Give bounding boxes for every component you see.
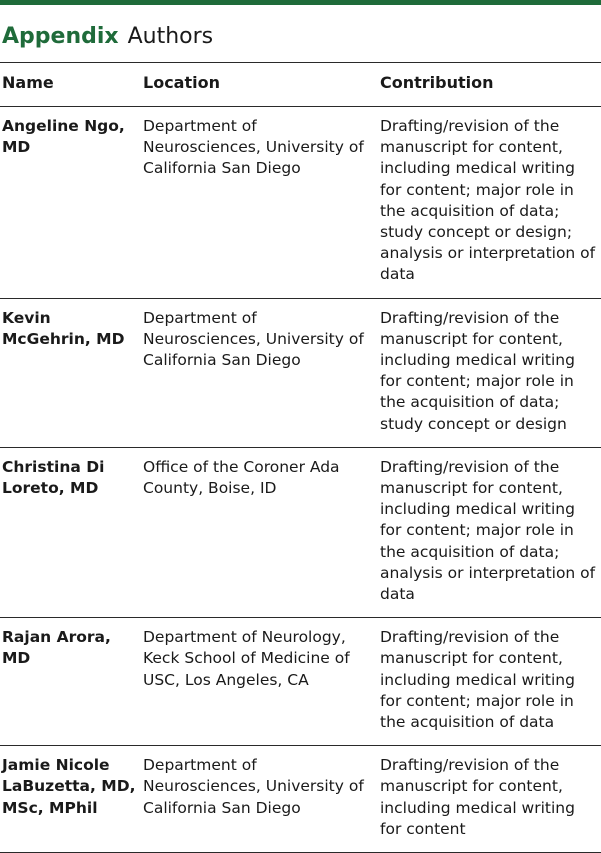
author-location: Department of Neurosciences, University of California San Diego — [141, 107, 378, 299]
appendix-heading — [2, 22, 213, 52]
table-row — [0, 107, 601, 299]
author-name: Rajan Arora, MD — [0, 618, 141, 746]
author-location: Department of Neurology, Keck School of Medicine of USC, Los Angeles, CA — [141, 618, 378, 746]
table-row — [0, 618, 601, 746]
appendix-heading-rest: Authors — [127, 24, 214, 49]
author-name: Kevin McGehrin, MD — [0, 298, 141, 447]
header-row — [0, 63, 601, 107]
author-contribution: Drafting/revision of the manuscript for content, including medical writing for content; major role in the acquisition of data; analysis or interpretation of data — [378, 447, 601, 617]
appendix-heading-lead: Appendix — [2, 24, 119, 49]
author-contribution: Drafting/revision of the manuscript for content, including medical writing for content; major role in the acquisition of data; study concept or design; analysis or interpretation of data — [378, 107, 601, 299]
author-location: Department of Neurosciences, University of California San Diego — [141, 746, 378, 853]
column-header-name: Name — [0, 63, 141, 107]
authors-table-header — [0, 63, 601, 107]
author-location: Office of the Coroner Ada County, Boise, ID — [141, 447, 378, 617]
author-location: Department of Neurosciences, University of California San Diego — [141, 298, 378, 447]
table-row — [0, 447, 601, 617]
column-header-location: Location — [141, 63, 378, 107]
table-row — [0, 298, 601, 447]
authors-table — [0, 62, 601, 853]
author-contribution: Drafting/revision of the manuscript for content, including medical writing for content; major role in the acquisition of data — [378, 618, 601, 746]
author-name: Jamie Nicole LaBuzetta, MD, MSc, MPhil — [0, 746, 141, 853]
table-row — [0, 746, 601, 853]
column-header-contribution: Contribution — [378, 63, 601, 107]
top-accent-bar — [0, 0, 601, 5]
author-name: Angeline Ngo, MD — [0, 107, 141, 299]
authors-table-body — [0, 107, 601, 853]
author-contribution: Drafting/revision of the manuscript for content, including medical writing for content; major role in the acquisition of data; study concept or design — [378, 298, 601, 447]
author-name: Christina Di Loreto, MD — [0, 447, 141, 617]
author-contribution: Drafting/revision of the manuscript for content, including medical writing for content — [378, 746, 601, 853]
